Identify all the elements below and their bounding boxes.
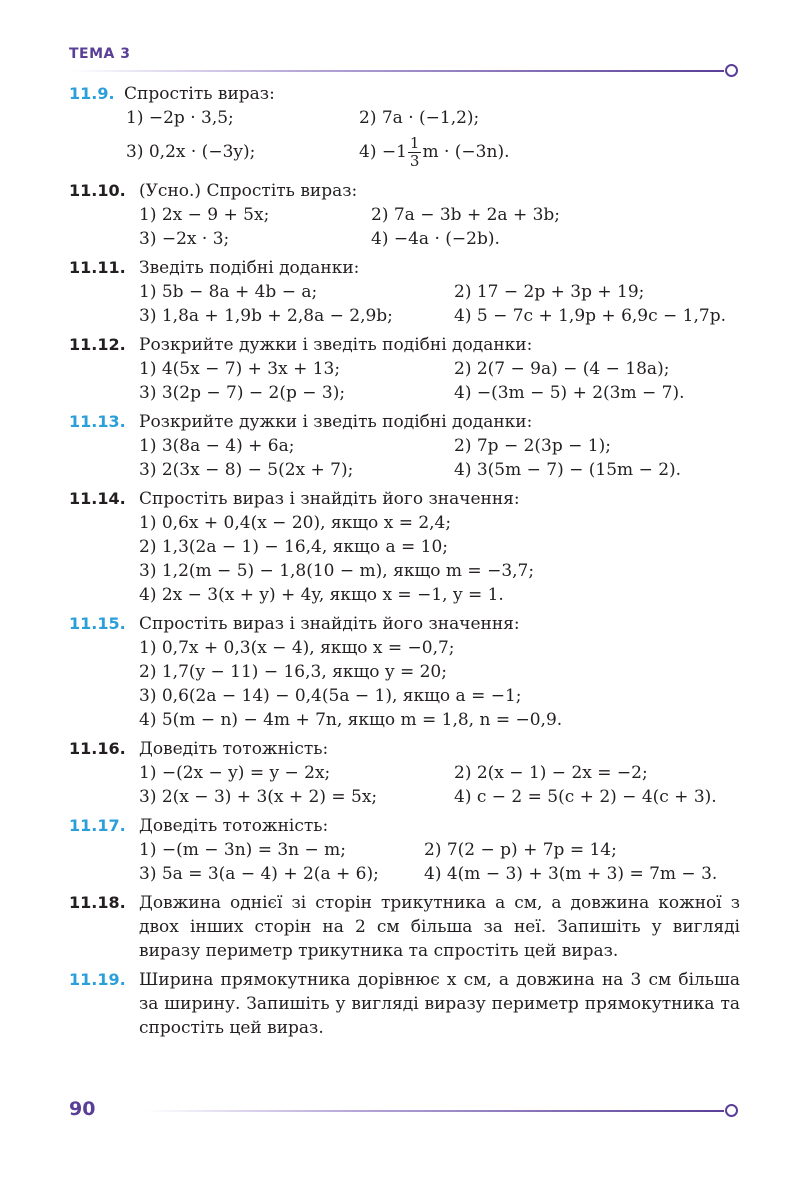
exercise-item: 1) −(2x − y) = y − 2x; (139, 763, 331, 783)
exercise-11-11 (69, 256, 740, 328)
exercise-item: 2) 7(2 − p) + 7p = 14; (424, 840, 617, 860)
fraction-numerator: 1 (409, 133, 420, 152)
exercise-statement: (Усно.) Спростіть вираз: (139, 181, 358, 201)
exercise-item: 3) 0,2x · (−3y); (126, 142, 256, 162)
exercise-item: 1) −2p · 3,5; (126, 108, 234, 128)
exercise-11-9 (69, 82, 740, 174)
exercise-number: 11.12. (69, 335, 126, 354)
exercise-item: 1) 3(8a − 4) + 6a; (139, 436, 295, 456)
exercise-item (359, 135, 509, 170)
exercise-item: 2) 1,7(y − 11) − 16,3, якщо y = 20; (139, 662, 447, 682)
page-number: 90 (69, 1098, 96, 1120)
footer-ring-ornament (725, 1104, 738, 1117)
exercise-item: 4) 2x − 3(x + y) + 4y, якщо x = −1, y = 1. (139, 585, 504, 605)
mixed-number-whole: 4) −1 (359, 141, 407, 162)
exercise-item: 2) 17 − 2p + 3p + 19; (454, 282, 645, 302)
page-content (69, 82, 740, 1045)
header-ring-ornament (725, 64, 738, 77)
exercise-item: 1) 0,6x + 0,4(x − 20), якщо x = 2,4; (139, 513, 452, 533)
exercise-item: 4) c − 2 = 5(c + 2) − 4(c + 3). (454, 787, 717, 807)
exercise-item: 3) 0,6(2a − 14) − 0,4(5a − 1), якщо a = −1; (139, 686, 522, 706)
exercise-item: 4) −4a · (−2b). (371, 229, 500, 249)
exercise-item: 4) 3(5m − 7) − (15m − 2). (454, 460, 682, 480)
exercise-item: 3) −2x · 3; (139, 229, 230, 249)
exercise-item: 2) 2(7 − 9a) − (4 − 18a); (454, 359, 670, 379)
exercise-11-18 (69, 891, 740, 963)
exercise-number: 11.11. (69, 258, 126, 277)
exercise-item: 2) 7a − 3b + 2a + 3b; (371, 205, 561, 225)
exercise-statement: Спростіть вираз: (124, 84, 275, 104)
exercise-statement: Спростіть вираз і знайдіть його значення: (139, 614, 520, 634)
exercise-item: 3) 1,8a + 1,9b + 2,8a − 2,9b; (139, 306, 393, 326)
exercise-number: 11.16. (69, 739, 126, 758)
exercise-11-13 (69, 410, 740, 482)
exercise-item: 1) 2x − 9 + 5x; (139, 205, 270, 225)
exercise-item: 4) 4(m − 3) + 3(m + 3) = 7m − 3. (424, 864, 718, 884)
footer-rule (145, 1110, 724, 1112)
exercise-statement: Зведіть подібні доданки: (139, 258, 360, 278)
exercise-item: 3) 1,2(m − 5) − 1,8(10 − m), якщо m = −3,7; (139, 561, 535, 581)
exercise-item: 3) 5a = 3(a − 4) + 2(a + 6); (139, 864, 379, 884)
exercise-statement: Спростіть вираз і знайдіть його значення: (139, 489, 520, 509)
exercise-item: 1) −(m − 3n) = 3n − m; (139, 840, 347, 860)
exercise-number: 11.18. (69, 893, 126, 912)
topic-header: ТЕМА 3 (69, 46, 131, 62)
exercise-statement: Розкрийте дужки і зведіть подібні доданки: (139, 412, 533, 432)
exercise-item: 3) 2(3x − 8) − 5(2x + 7); (139, 460, 354, 480)
fraction (408, 135, 422, 170)
exercise-item: 2) 1,3(2a − 1) − 16,4, якщо a = 10; (139, 537, 449, 557)
exercise-number: 11.9. (69, 84, 115, 103)
exercise-item: 1) 4(5x − 7) + 3x + 13; (139, 359, 341, 379)
exercise-item: 3) 2(x − 3) + 3(x + 2) = 5x; (139, 787, 378, 807)
exercise-number: 11.13. (69, 412, 126, 431)
exercise-11-16 (69, 737, 740, 809)
exercise-item: 2) 7p − 2(3p − 1); (454, 436, 611, 456)
exercise-statement: Розкрийте дужки і зведіть подібні доданки: (139, 335, 533, 355)
expression-tail: m · (−3n). (422, 141, 510, 162)
exercise-number: 11.17. (69, 816, 126, 835)
exercise-11-17 (69, 814, 740, 886)
exercise-number: 11.19. (69, 970, 126, 989)
exercise-item: 4) 5(m − n) − 4m + 7n, якщо m = 1,8, n = −0,9. (139, 710, 563, 730)
exercise-statement: Ширина прямокутника дорівнює x см, а довжина на 3 см більша за ширину. Запишіть у вигляді виразу периметр прямокутника та спростіть цей вираз. (139, 970, 740, 1038)
exercise-number: 11.10. (69, 181, 126, 200)
exercise-statement: Доведіть тотожність: (139, 739, 329, 759)
exercise-item: 4) −(3m − 5) + 2(3m − 7). (454, 383, 685, 403)
exercise-item: 4) 5 − 7c + 1,9p + 6,9c − 1,7p. (454, 306, 727, 326)
exercise-number: 11.14. (69, 489, 126, 508)
exercise-item: 2) 7a · (−1,2); (359, 108, 480, 128)
header-rule (69, 70, 724, 72)
exercise-11-15 (69, 612, 740, 732)
exercise-item: 1) 0,7x + 0,3(x − 4), якщо x = −0,7; (139, 638, 455, 658)
exercise-number: 11.15. (69, 614, 126, 633)
exercise-11-14 (69, 487, 740, 607)
fraction-denominator: 3 (409, 151, 420, 170)
exercise-item: 2) 2(x − 1) − 2x = −2; (454, 763, 648, 783)
exercise-item: 1) 5b − 8a + 4b − a; (139, 282, 318, 302)
exercise-11-19 (69, 968, 740, 1040)
exercise-11-10 (69, 179, 740, 251)
exercise-statement: Довжина однієї зі сторін трикутника a см, а довжина кожної з двох інших сторін на 2 см більша за неї. Запишіть у вигляді виразу периметр трикутника та спростіть цей вираз. (139, 893, 740, 961)
exercise-item: 3) 3(2p − 7) − 2(p − 3); (139, 383, 346, 403)
exercise-statement: Доведіть тотожність: (139, 816, 329, 836)
exercise-11-12 (69, 333, 740, 405)
